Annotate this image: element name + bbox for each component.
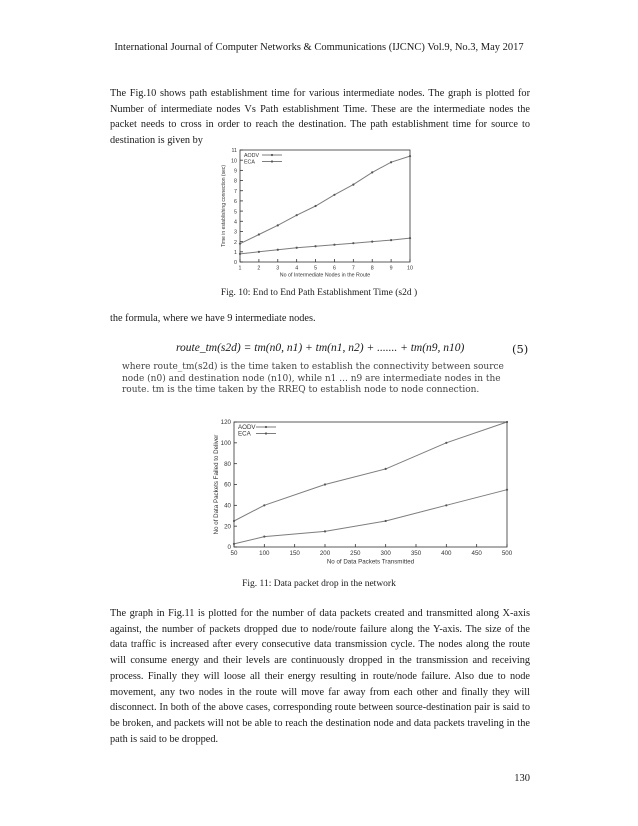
- legend-label-eca: ECA: [238, 430, 251, 438]
- data-point-eca: [390, 239, 392, 241]
- legend-marker-aodv: [265, 426, 267, 428]
- data-point-eca: [314, 245, 316, 247]
- legend-marker-eca: [265, 432, 267, 434]
- paragraph-analysis: The graph in Fig.11 is plotted for the number of data packets created and transmitted along X-axis against, the number of packets dropped due to node/route failure along the Y-axis. The size of the data traffic is increased after every consecutive data transmission cycle. The nodes along the route will consume energy and their levels are continuously dropped in the transmission and receiving process. Finally they will loose all their energy resulting in route/node failure. Also due to node movement, any two nodes in the route will move far away from each other and finally they will disconnect. In both of the above cases, corresponding route between source-destination pair is said to be broken, and packets will not be able to reach the destination node and data packets traveling in the path is said to be dropped.: [110, 608, 530, 745]
- paragraph-intro: The Fig.10 shows path establishment time for various intermediate nodes. The graph is plotted for Number of intermediate nodes Vs Path establishment Time. These are the intermediate nodes the packet needs to cross in order to reach the destination. The path establishment time for source to destination is given by: [110, 88, 530, 147]
- data-point-eca: [371, 241, 373, 243]
- x-tick-label: 200: [319, 550, 331, 558]
- series-line-eca: [240, 238, 410, 254]
- x-tick-label: 500: [501, 550, 512, 558]
- x-tick-label: 10: [407, 265, 413, 272]
- y-tick-label: 7: [234, 188, 237, 195]
- x-tick-label: 9: [389, 265, 393, 272]
- y-tick-label: 8: [234, 178, 237, 185]
- fig11-caption: Fig. 11: Data packet drop in the network: [242, 579, 396, 589]
- x-tick-label: 100: [259, 550, 270, 558]
- data-point-eca: [385, 520, 387, 522]
- y-tick-label: 2: [234, 239, 237, 246]
- y-axis-label: No of Data Packets Failed to Deliver: [213, 434, 220, 535]
- x-tick-label: 400: [441, 550, 452, 558]
- fig11-chart: [212, 416, 512, 578]
- x-tick-label: 450: [471, 550, 482, 558]
- data-point-eca: [258, 251, 260, 253]
- series-line-eca: [234, 490, 507, 544]
- y-tick-label: 40: [224, 502, 231, 510]
- x-tick-label: 6: [332, 265, 336, 272]
- data-point-eca: [324, 530, 326, 532]
- data-point-eca: [445, 504, 447, 506]
- y-tick-label: 1: [234, 250, 237, 257]
- data-point-aodv: [445, 442, 447, 444]
- y-tick-label: 10: [231, 158, 237, 165]
- data-point-eca: [233, 543, 235, 545]
- y-tick-label: 20: [224, 523, 231, 531]
- data-point-eca: [277, 249, 279, 251]
- y-tick-label: 9: [234, 168, 237, 175]
- y-tick-label: 11: [231, 148, 237, 155]
- series-line-aodv: [234, 422, 507, 521]
- formula-explanation: where route_tm(s2d) is the time taken to establish the connectivity between source node (n0) and destination node (n10), while n1 ... n9 are intermediate nodes in the route. tm is the time taken by the RREQ to establish node to node connection.: [122, 362, 504, 396]
- legend-marker-aodv: [271, 154, 273, 156]
- y-tick-label: 4: [234, 219, 237, 226]
- y-tick-label: 0: [227, 544, 231, 552]
- data-point-aodv: [333, 194, 335, 196]
- data-point-eca: [296, 247, 298, 249]
- fig10-caption: Fig. 10: End to End Path Establishment Time (s2d ): [220, 288, 418, 298]
- data-point-eca: [409, 237, 411, 239]
- series-line-aodv: [240, 156, 410, 244]
- data-point-eca: [333, 244, 335, 246]
- x-tick-label: 7: [351, 265, 355, 272]
- data-point-eca: [239, 253, 241, 255]
- data-point-aodv: [506, 421, 508, 423]
- legend-label-aodv: AODV: [244, 153, 260, 159]
- route-time-formula: route_tm(s2d) = tm(n0, n1) + tm(n1, n2) + ....... + tm(n9, n10): [176, 342, 465, 354]
- x-tick-label: 5: [314, 265, 318, 272]
- data-point-aodv: [390, 161, 392, 163]
- y-tick-label: 60: [224, 481, 231, 489]
- y-tick-label: 6: [234, 199, 237, 206]
- legend-marker-eca: [271, 160, 273, 162]
- data-point-aodv: [258, 233, 260, 235]
- y-tick-label: 0: [234, 260, 237, 267]
- x-tick-label: 2: [257, 265, 261, 272]
- fig10-chart: [205, 142, 445, 287]
- page-number: 130: [514, 773, 530, 784]
- y-tick-label: 3: [234, 229, 237, 236]
- x-axis-label: No of Data Packets Transmitted: [326, 558, 415, 566]
- data-point-eca: [506, 489, 508, 491]
- data-point-aodv: [263, 504, 265, 506]
- x-tick-label: 50: [230, 550, 238, 558]
- legend-label-eca: ECA: [244, 159, 255, 166]
- x-tick-label: 250: [350, 550, 361, 558]
- x-tick-label: 3: [276, 265, 280, 272]
- x-tick-label: 4: [295, 265, 299, 272]
- data-point-aodv: [296, 214, 298, 216]
- y-tick-label: 120: [220, 419, 231, 427]
- plot-frame: [234, 422, 507, 547]
- data-point-aodv: [277, 224, 279, 226]
- x-axis-label: No of Intermediate Nodes in the Route: [279, 272, 371, 279]
- paragraph-formula-intro: the formula, where we have 9 intermediate nodes.: [110, 313, 316, 324]
- y-tick-label: 5: [234, 209, 237, 216]
- data-point-aodv: [314, 205, 316, 207]
- legend-label-aodv: AODV: [238, 424, 256, 431]
- data-point-aodv: [239, 243, 241, 245]
- y-axis-label: Time in establishing connection (sec): [221, 164, 227, 248]
- data-point-eca: [352, 242, 354, 244]
- x-tick-label: 1: [238, 265, 242, 272]
- x-tick-label: 150: [289, 550, 300, 558]
- data-point-aodv: [385, 468, 387, 470]
- data-point-aodv: [409, 155, 411, 157]
- data-point-aodv: [371, 171, 373, 173]
- x-tick-label: 300: [380, 550, 391, 558]
- data-point-aodv: [324, 483, 326, 485]
- equation-number: (5): [512, 342, 529, 356]
- x-tick-label: 350: [410, 550, 422, 558]
- y-tick-label: 100: [220, 440, 231, 448]
- data-point-eca: [263, 535, 265, 537]
- data-point-aodv: [352, 184, 354, 186]
- journal-header: International Journal of Computer Networks & Communications (IJCNC) Vol.9, No.3, May 2017: [114, 42, 524, 53]
- y-tick-label: 80: [224, 460, 231, 468]
- x-tick-label: 8: [370, 265, 374, 272]
- data-point-aodv: [233, 520, 235, 522]
